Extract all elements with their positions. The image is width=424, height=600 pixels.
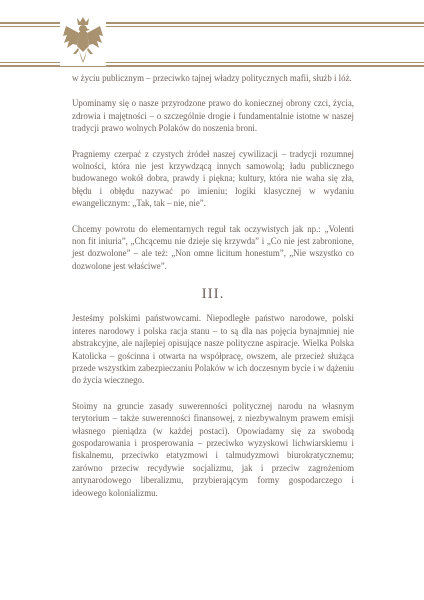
eagle-emblem-icon [60, 14, 106, 66]
paragraph: Jesteśmy polskimi państwowcami. Niepodległe państwo narodowe, polski interes narodowy i polska racja stanu – to są dla nas pojęcia bynajmniej nie abstrakcyjne, ale najlepiej opisujące nasze polityczne aspiracje. Wielka Polska Katolicka – gościnna i otwarta na współpracę, owszem, ale przecież służąca przede wszystkim zabezpieczaniu Polaków w ich doczesnym bycie i w dążeniu do życia wiecznego. [72, 313, 354, 386]
section-heading: III. [201, 286, 225, 303]
paragraph: Stoimy na gruncie zasady suwerenności politycznej narodu na własnym terytorium – także suwerenności finansowej, z niezbywalnym prawem emisji własnego pieniądza (w każdej postaci). Opowiadamy się za swobodą gospodarowania i prosperowania – przeciwko wyzyskowi lichwiarskiemu i fiskalnemu, przeciwko etatyzmowi i talmudyzmowi biurokratycznemu; zarówno przeciw recydywie socjalizmu, jak i przeciw zagrożeniom antynarodowego liberalizmu, przybierającym formy gospodarczego i ideowego kolonializmu. [72, 400, 354, 498]
document-body [72, 72, 354, 512]
paragraph: Upominamy się o nasze przyrodzone prawo do koniecznej obrony czci, życia, zdrowia i majętności – o szczególnie drogie i fundamentalnie istotne w naszej tradycji prawo wolnych Polaków do noszenia broni. [72, 98, 354, 134]
paragraph: w życiu publicznym – przeciwko tajnej władzy politycznych mafii, służb i lóż. [72, 73, 352, 83]
paragraph: Pragniemy czerpać z czystych źródeł naszej cywilizacji – tradycji rozumnej wolności, która nie jest krzywdzącą innych samowolą; ładu publicznego budowanego wokół dobra, prawdy i piękna; kultury, która nie waha się zła, błędu i obłędu nazywać po imieniu; logiki klasycznej w wydaniu ewangelicznym: „Tak, tak – nie, nie”. [72, 148, 354, 209]
paragraph: Chcemy powrotu do elementarnych reguł tak oczywistych jak np.: „Volenti non fit iniuria”, „Chcącemu nie dzieje się krzywda” i „Co nie jest zabronione, jest dozwolone” – ale też: „Non omne licitum honestum”, „Nie wszystko co dozwolone jest właściwe”. [72, 223, 354, 271]
